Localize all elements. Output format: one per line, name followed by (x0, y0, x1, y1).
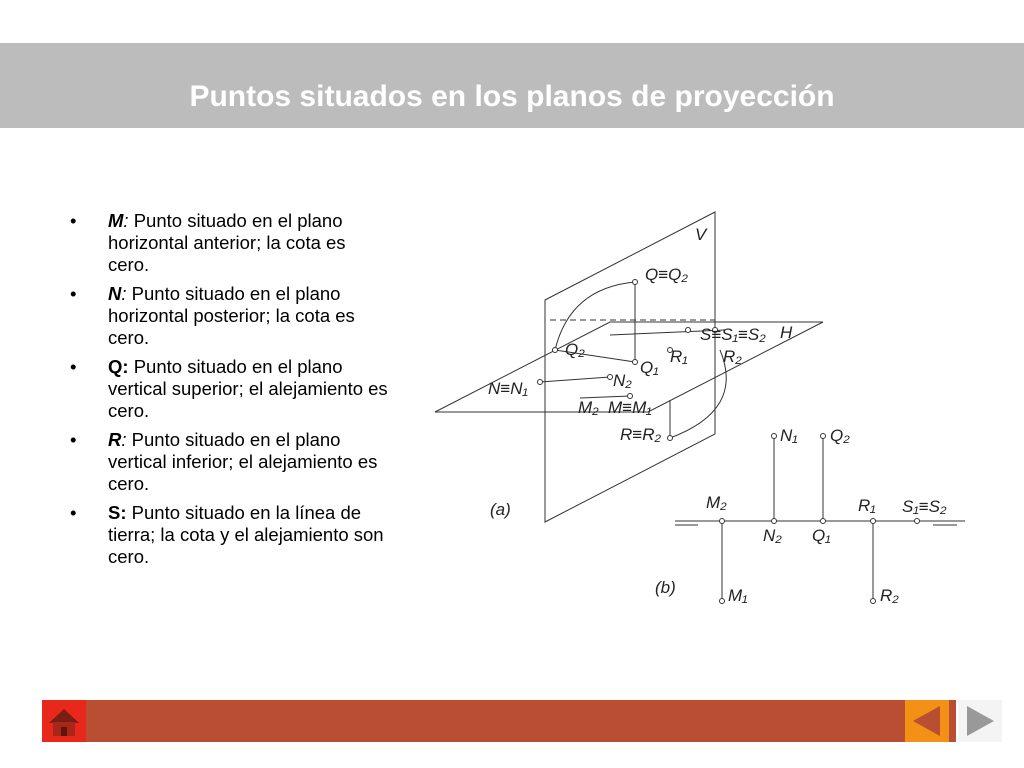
bullet-item-m: • M: Punto situado en el plano horizontal anterior; la cota es cero. (70, 210, 346, 275)
label-a: (a) (490, 500, 511, 519)
label-b-r1: R₁ (858, 496, 876, 515)
label-m2: M₂ (578, 398, 599, 417)
bullet-text: Punto situado en el plano horizontal anterior; la cota es cero. (108, 210, 346, 275)
bullet-text: Punto situado en la línea de tierra; la cota y el alejamiento son cero. (108, 502, 384, 567)
bullet-text: Punto situado en el plano vertical superior; el alejamiento es cero. (108, 356, 388, 421)
bullet-list (70, 210, 390, 575)
label-b-m2: M₂ (706, 493, 727, 512)
bullet-key: N (108, 283, 122, 304)
bullet-item-s: • S: Punto situado en la línea de tierra; la cota y el alejamiento son cero. (70, 502, 384, 567)
bullet-marker: • (70, 502, 77, 523)
plane-h-label: H (780, 323, 793, 342)
slide-title: Puntos situados en los planos de proyección (189, 80, 835, 113)
bullet-text: Punto situado en el plano horizontal posterior; la cota es cero. (108, 283, 355, 348)
previous-slide-button[interactable] (905, 700, 949, 742)
bullet-marker: • (70, 356, 77, 377)
label-s-ss1s2: S≡S₁≡S₂ (700, 325, 766, 344)
label-b-q2: Q₂ (830, 426, 850, 445)
label-b-s1s2: S₁≡S₂ (902, 497, 947, 516)
home-button[interactable] (42, 700, 86, 742)
footer-bar (42, 700, 956, 742)
label-n-nn1: N≡N₁ (488, 379, 528, 398)
bullet-item-n: • N: Punto situado en el plano horizontal posterior; la cota es cero. (70, 283, 355, 348)
bullet-marker: • (70, 210, 77, 231)
label-b-q1: Q₁ (812, 526, 831, 545)
bullet-key: R (108, 429, 122, 450)
label-b-n1: N₁ (780, 426, 798, 445)
projection-figure (430, 200, 990, 630)
bullet-key: M (108, 210, 124, 231)
label-m-mm1: M≡M₁ (608, 398, 652, 417)
label-q-qq2: Q≡Q₂ (645, 265, 688, 284)
label-b-n2: N₂ (763, 526, 782, 545)
bullet-item-q: • Q: Punto situado en el plano vertical superior; el alejamiento es cero. (70, 356, 388, 421)
arrow-right-icon (958, 700, 1002, 742)
label-q2: Q₂ (565, 340, 585, 359)
next-slide-button[interactable] (958, 700, 1002, 742)
bullet-key: Q (108, 356, 123, 377)
label-b-m1: M₁ (728, 586, 748, 605)
label-r-rr2: R≡R₂ (620, 425, 661, 444)
label-r2: R₂ (723, 347, 742, 366)
label-q1: Q₁ (640, 358, 659, 377)
bullet-marker: • (70, 429, 77, 450)
label-n2: N₂ (613, 371, 632, 390)
vertical-plane-v (545, 212, 715, 522)
projection-diagram (430, 200, 990, 630)
home-icon (42, 700, 86, 742)
bullet-text: Punto situado en el plano vertical inferior; el alejamiento es cero. (108, 429, 378, 494)
bullet-key: S (108, 502, 121, 523)
arrow-left-icon (905, 700, 949, 742)
plane-v-label: V (695, 225, 707, 244)
label-r1: R₁ (670, 347, 688, 366)
label-b-r2: R₂ (880, 586, 899, 605)
label-b: (b) (655, 578, 676, 597)
bullet-item-r: • R: Punto situado en el plano vertical inferior; el alejamiento es cero. (70, 429, 378, 494)
bullet-marker: • (70, 283, 77, 304)
